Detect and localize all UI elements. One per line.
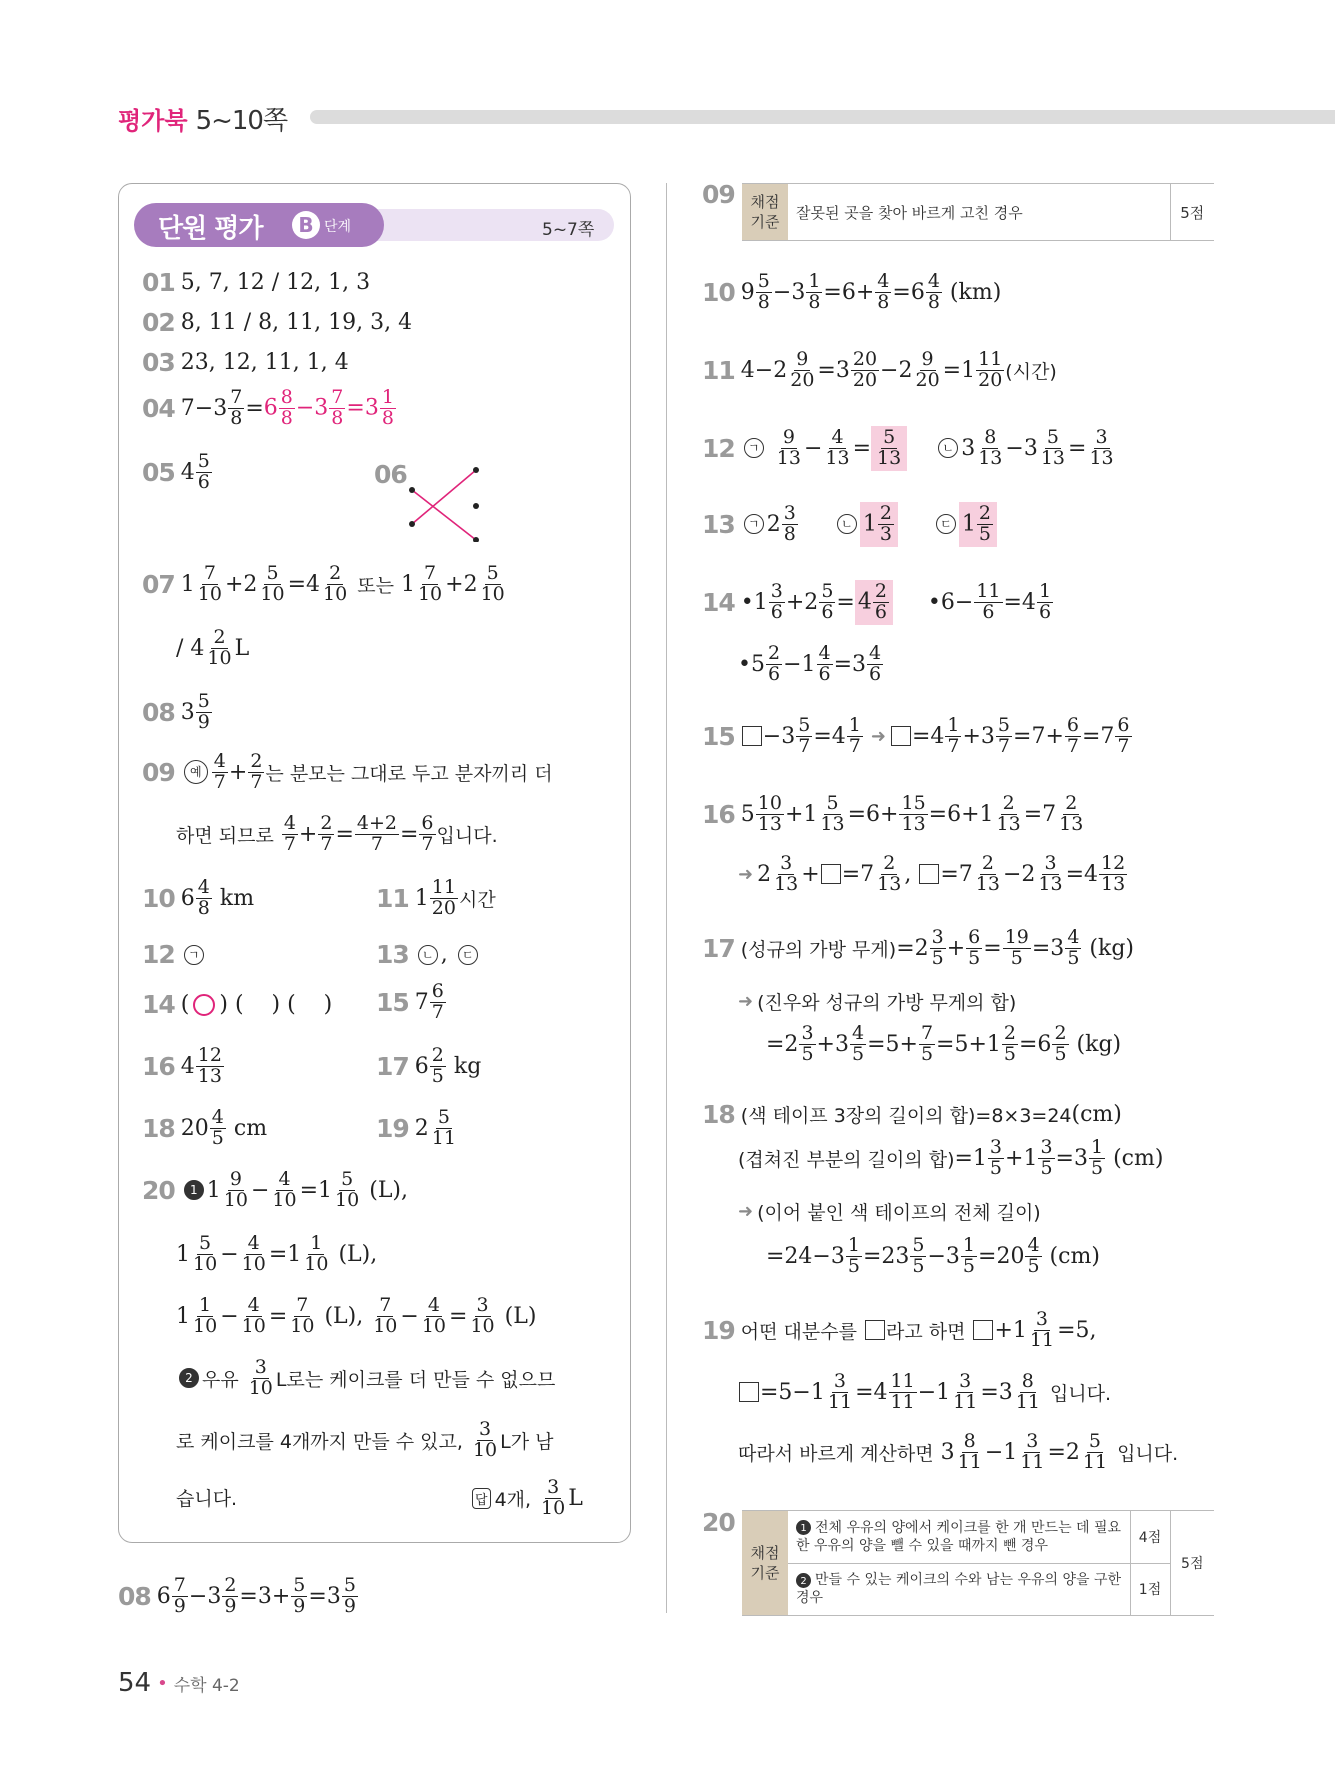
answer-18: 18 20 $\frac{4}{5}$ cm xyxy=(142,1106,268,1149)
criteria-item-1: 전체 우유의 양에서 케이크를 한 개 만드는 데 필요한 우유의 양을 뺄 수 있을 때까지 뺀 경우 xyxy=(796,1519,1122,1554)
unit-title: 단원 평가 xyxy=(158,214,263,244)
subject-label: 수학 4-2 xyxy=(173,1675,240,1696)
answer-20: 20 1 1 $\frac{9}{10}$ − $\frac{4}{10}$ =1 $\frac{5}{10}$ (L), xyxy=(142,1168,409,1211)
grading-criteria-20: 채점 기준 1 전체 우유의 양에서 케이크를 한 개 만드는 데 필요한 우유의 양을 뺄 수 있을 때까지 뺀 경우 4점 5점 2 만들 수 있는 케이크의 수와 남는 우유의 양을 구한 경우 1점 xyxy=(742,1510,1214,1616)
solution-08-bottom: 08 6 $\frac{7}{9}$ −3 $\frac{2}{9}$ =3+ $\frac{5}{9}$ =3 $\frac{5}{9}$ xyxy=(118,1574,356,1617)
grading-criteria-09: 채점 기준 잘못된 곳을 찾아 바르게 고친 경우 5점 xyxy=(742,183,1214,241)
header-bar xyxy=(310,110,1335,124)
solution-19: 19 어떤 대분수를 라고 하면 +1 $\frac{3}{11}$ =5, xyxy=(702,1308,1097,1351)
page-range: 5~10쪽 xyxy=(195,106,288,136)
solution-19-line3: 따라서 바르게 계산하면 3 $\frac{8}{11}$ −1 $\frac{3}{11}$ =2 $\frac{5}{11}$ 입니다. xyxy=(738,1430,1179,1473)
solution-17-calc: =2 $\frac{3}{5}$ +3 $\frac{4}{5}$ =5+ $\frac{7}{5}$ =5+1 $\frac{2}{5}$ =6 $\frac{2}{5}$ (kg) xyxy=(766,1022,1122,1065)
level-step: 단계 xyxy=(324,219,352,235)
solution-17: 17 (성규의 가방 무게) =2 $\frac{3}{5}$ + $\frac{6}{5}$ = $\frac{19}{5}$ =3 $\frac{4}{5}$ (kg) xyxy=(702,926,1134,969)
page-number: 54 xyxy=(118,1668,152,1698)
answer-19: 19 2 $\frac{5}{11}$ xyxy=(376,1106,456,1149)
solution-16: 16 5 $\frac{10}{13}$ +1 $\frac{5}{13}$ =6+ $\frac{15}{13}$ =6+1 $\frac{2}{13}$ =7 $\frac{2}{13}$ xyxy=(702,792,1084,835)
answer-15: 15 7 $\frac{6}{7}$ xyxy=(376,980,444,1023)
criteria-item-2: 만들 수 있는 케이크의 수와 남는 우유의 양을 구한 경우 xyxy=(796,1572,1122,1607)
answer-13: 13 ㄴ , ㄷ xyxy=(376,940,481,969)
column-divider xyxy=(666,183,667,1613)
solution-15: 15 −3 $\frac{5}{7}$ =4 $\frac{1}{7}$ ➜ =4 $\frac{1}{7}$ +3 $\frac{5}{7}$ =7+ $\frac{6}{7}$ =7 $\frac{6}{7}$ xyxy=(702,714,1130,757)
unit-pages: 5~7쪽 xyxy=(542,220,595,240)
answer-17: 17 6 $\frac{2}{5}$ kg xyxy=(376,1044,482,1087)
answer-02: 02 8, 11 / 8, 11, 19, 3, 4 xyxy=(142,308,413,337)
solution-13: 13 ㄱ 2 $\frac{3}{8}$ ㄴ 1 $\frac{2}{3}$ ㄷ 1 $\frac{2}{5}$ xyxy=(702,502,997,547)
solution-20-number: 20 xyxy=(702,1508,735,1537)
answer-05: 05 4 $\frac{5}{6}$ xyxy=(142,450,210,493)
answer-20-line2: 1 $\frac{5}{10}$ − $\frac{4}{10}$ =1 $\frac{1}{10}$ (L), xyxy=(176,1232,378,1275)
solution-09-number: 09 xyxy=(702,180,735,209)
criteria-score: 5점 xyxy=(1170,184,1214,241)
answer-07-cont: / 4 $\frac{2}{10}$ L xyxy=(176,626,250,669)
answer-09-cont: 하면 되므로 $\frac{4}{7}$ + $\frac{2}{7}$ = $\frac{4+2}{7}$ = $\frac{6}{7}$ 입니다. xyxy=(176,812,498,855)
answer-20-line5: 로 케이크를 4개까지 만들 수 있고, $\frac{3}{10}$ L가 남 xyxy=(176,1418,554,1461)
book-label: 평가북 xyxy=(118,107,188,135)
answer-20-line4: 2 우유 $\frac{3}{10}$ L로는 케이크를 더 만들 수 없으므 xyxy=(176,1358,555,1399)
section-header xyxy=(118,100,287,137)
solution-17-cont: ➜ (진우와 성규의 가방 무게의 합) xyxy=(738,991,1017,1014)
solution-18-line3: ➜ (이어 붙인 색 테이프의 전체 길이) xyxy=(738,1201,1041,1224)
solution-18-line2: (겹쳐진 부분의 길이의 합) =1 $\frac{3}{5}$ +1 $\frac{3}{5}$ =3 $\frac{1}{5}$ (cm) xyxy=(738,1136,1164,1179)
solution-16-cont: ➜ 2 $\frac{3}{13}$ + =7 $\frac{2}{13}$ , =7 $\frac{2}{13}$ −2 $\frac{3}{13}$ =4 $\frac{12}{13}$ xyxy=(738,852,1126,895)
answer-14: 14 ( ) ( ) ( ) xyxy=(142,990,333,1019)
answer-09: 09 예 $\frac{4}{7}$ + $\frac{2}{7}$ 는 분모는 그대로 두고 분자끼리 더 xyxy=(142,750,553,793)
page-footer: 54 • 수학 4-2 xyxy=(118,1668,240,1698)
answer-20-final: 답 4개, $\frac{3}{10}$ L xyxy=(472,1478,583,1519)
solution-19-line2: =5−1 $\frac{3}{11}$ =4 $\frac{11}{11}$ −1 $\frac{3}{11}$ =3 $\frac{8}{11}$ 입니다. xyxy=(738,1372,1111,1413)
solution-18-calc: =24−3 $\frac{1}{5}$ =23 $\frac{5}{5}$ −3 $\frac{1}{5}$ =20 $\frac{4}{5}$ (cm) xyxy=(766,1234,1100,1277)
matching-lines-diagram xyxy=(404,462,484,542)
answer-03: 03 23, 12, 11, 1, 4 xyxy=(142,348,349,377)
criteria-text: 잘못된 곳을 찾아 바르게 고친 경우 xyxy=(788,184,1170,241)
solution-10: 10 9 $\frac{5}{8}$ −3 $\frac{1}{8}$ =6+ $\frac{4}{8}$ =6 $\frac{4}{8}$ (km) xyxy=(702,270,1002,313)
level-badge: B xyxy=(292,211,320,239)
unit-banner xyxy=(134,203,614,247)
solution-11: 11 4−2 $\frac{9}{20}$ =3 $\frac{20}{20}$ −2 $\frac{9}{20}$ =1 $\frac{11}{20}$ (시간) xyxy=(702,348,1057,391)
solution-14-cont: •5 $\frac{2}{6}$ −1 $\frac{4}{6}$ =3 $\frac{4}{6}$ xyxy=(738,642,882,685)
answer-11: 11 1 $\frac{11}{20}$ 시간 xyxy=(376,876,496,919)
answer-01: 01 5, 7, 12 / 12, 1, 3 xyxy=(142,268,371,297)
answer-06: 06 xyxy=(374,460,407,489)
answer-20-line3: 1 $\frac{1}{10}$ − $\frac{4}{10}$ = $\frac{7}{10}$ (L), $\frac{7}{10}$ − $\frac{4}{10}$ = $\frac{3}{10}$ (L) xyxy=(176,1294,537,1337)
answer-07: 07 1 $\frac{7}{10}$ +2 $\frac{5}{10}$ =4 $\frac{2}{10}$ 또는 1 $\frac{7}{10}$ +2 $\frac{5}{10}$ xyxy=(142,562,505,605)
solution-12: 12 ㄱ $\frac{9}{13}$ − $\frac{4}{13}$ = $\frac{5}{13}$ ㄴ 3 $\frac{8}{13}$ −3 $\frac{5}{13}$ = $\frac{3}{13}$ xyxy=(702,426,1114,469)
unit-test-panel xyxy=(118,183,631,1543)
solution-14: 14 •1 $\frac{3}{6}$ +2 $\frac{5}{6}$ = 4 $\frac{2}{6}$ •6− $\frac{11}{6}$ =4 $\frac{1}{6}$ xyxy=(702,580,1052,623)
answer-08: 08 3 $\frac{5}{9}$ xyxy=(142,690,210,733)
criteria-score-2: 1점 xyxy=(1130,1563,1170,1616)
answer-04: 04 7−3 $\frac{7}{8}$ = 6 $\frac{8}{8}$ −3 $\frac{7}{8}$ =3 $\frac{1}{8}$ xyxy=(142,386,394,429)
criteria-score-1: 4점 xyxy=(1130,1511,1170,1564)
answer-20-line6: 습니다. xyxy=(176,1488,238,1510)
answer-12: 12 ㄱ xyxy=(142,940,207,969)
solution-18: 18 (색 테이프 3장의 길이의 합)=8×3=24 (cm) xyxy=(702,1100,1122,1129)
answer-10: 10 6 $\frac{4}{8}$ km xyxy=(142,876,255,919)
criteria-total: 5점 xyxy=(1170,1511,1214,1616)
answer-16: 16 4 $\frac{12}{13}$ xyxy=(142,1044,222,1087)
